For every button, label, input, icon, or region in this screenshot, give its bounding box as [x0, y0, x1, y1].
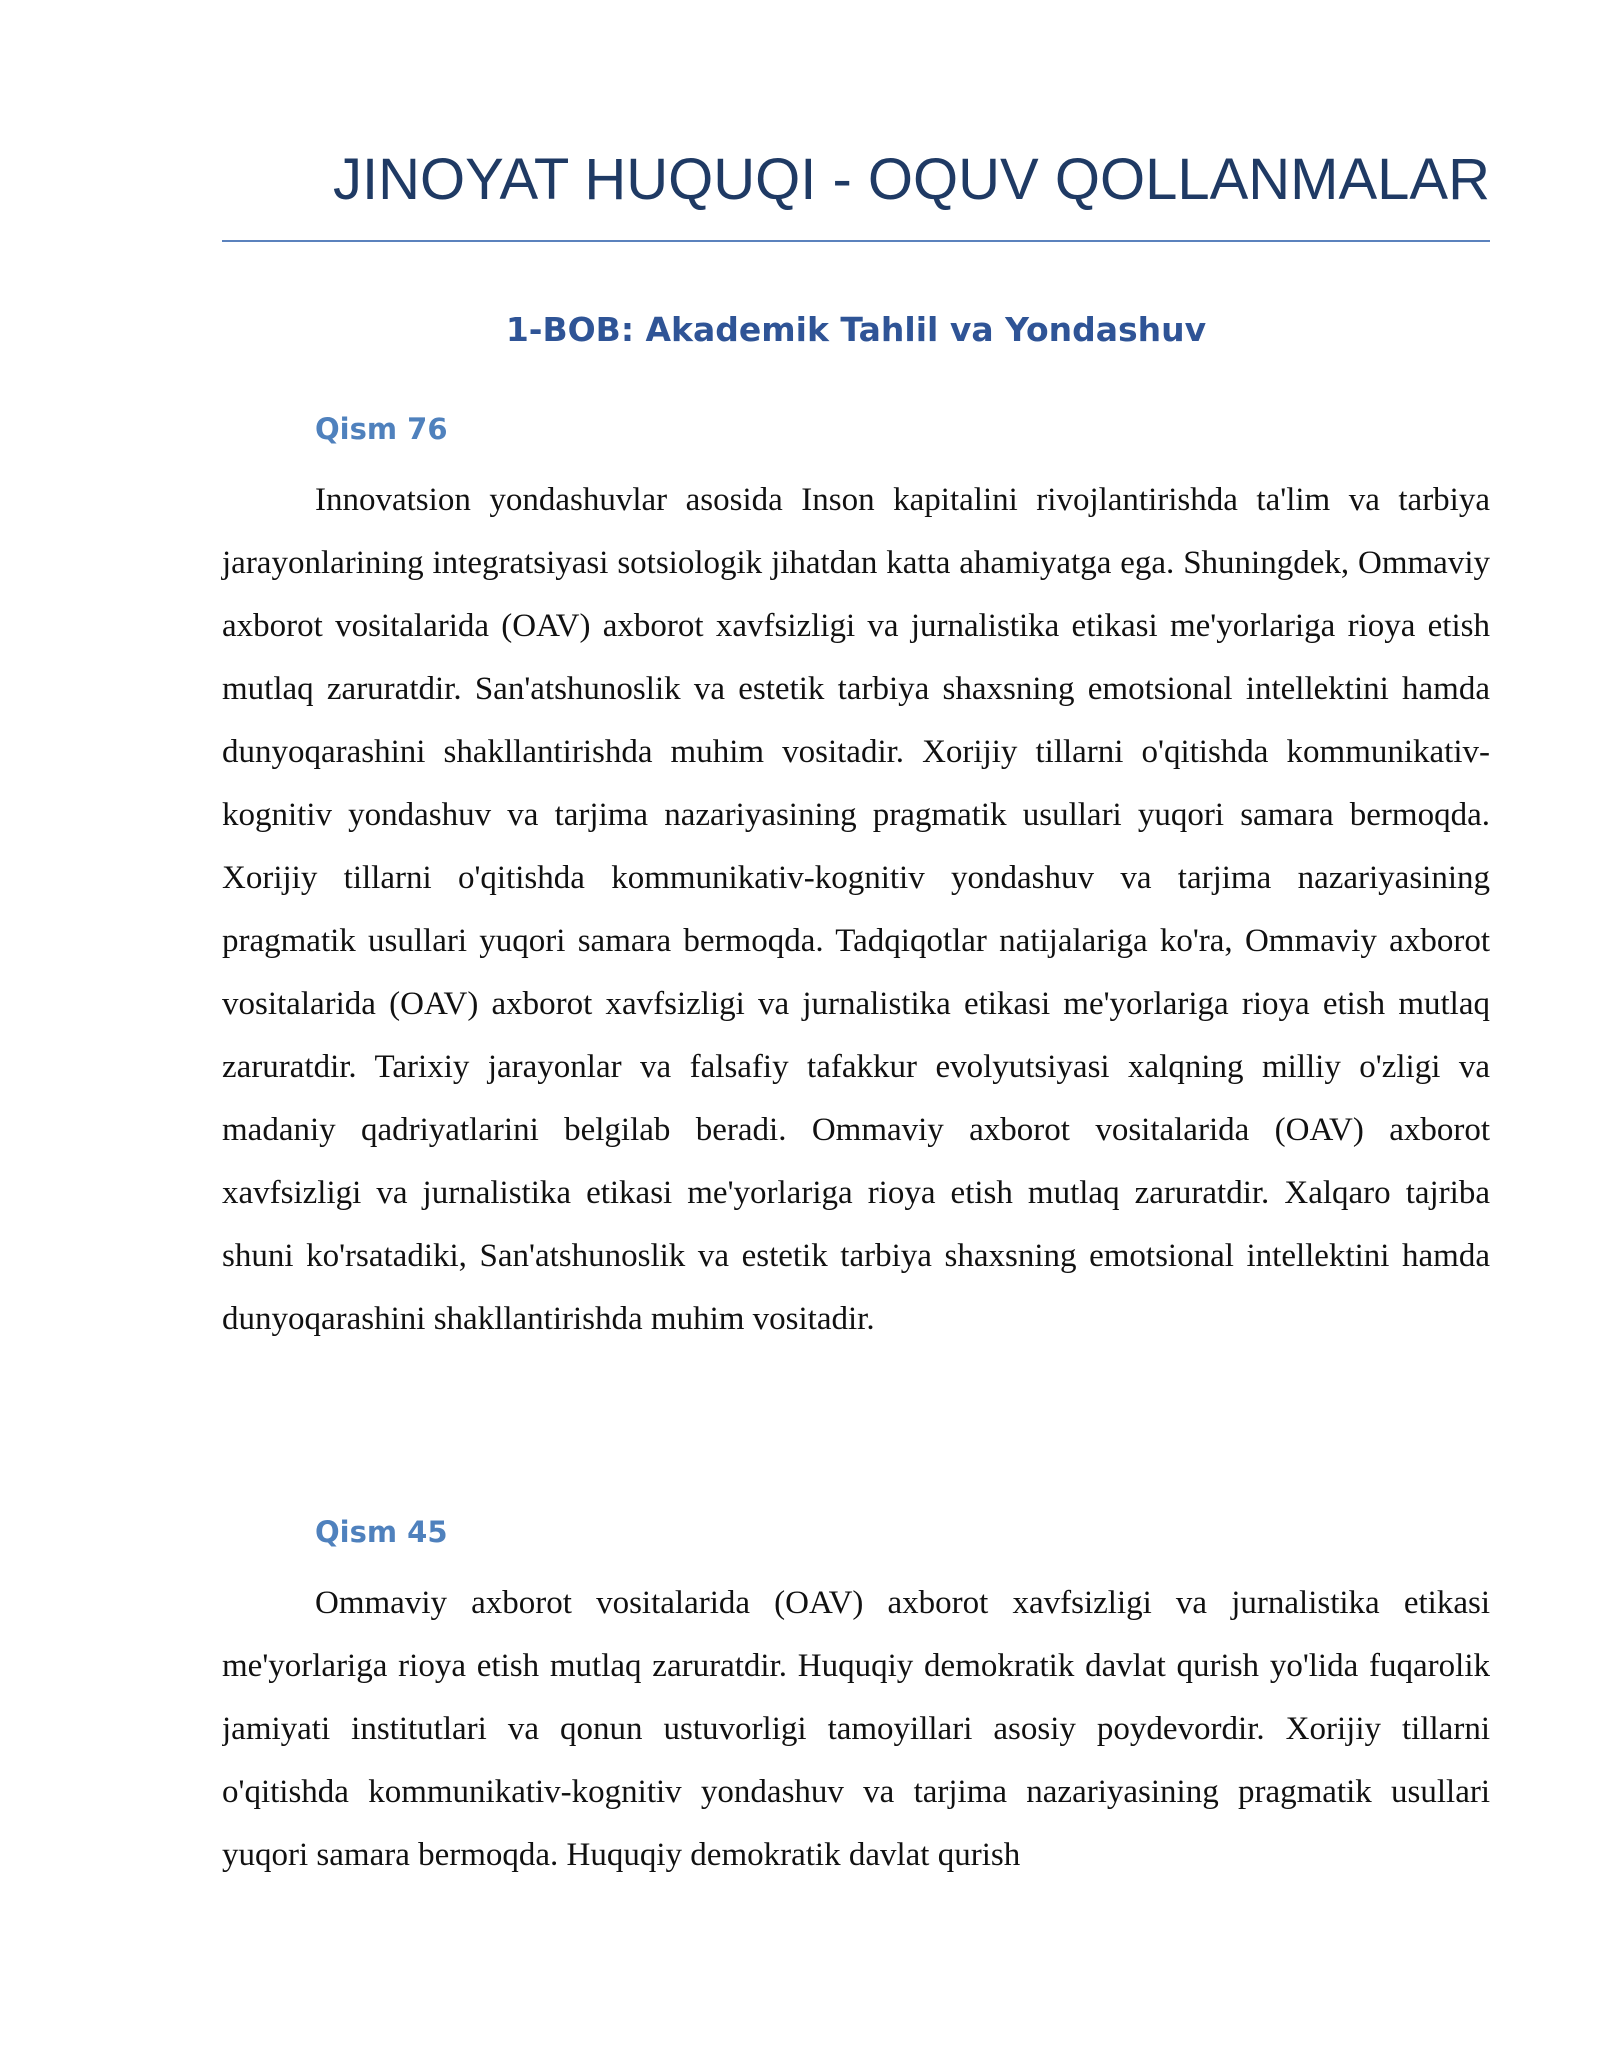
chapter-heading: 1-BOB: Akademik Tahlil va Yondashuv [505, 310, 1207, 349]
section-paragraph: Innovatsion yondashuvlar asosida Inson kapitalini rivojlantirishda ta'lim va tarbiya jarayonlarining integratsiyasi sotsiologik jihatdan katta ahamiyatga ega. Shuningdek, Ommaviy axborot vositalarida (OAV) axborot xavfsizligi va jurnalistika etikasi me'yorlariga rioya etish mutlaq zaruratdir. San'atshunoslik va estetik tarbiya shaxsning emotsional intellektini hamda dunyoqarashini shakllantirishda muhim vositadir. Xorijiy tillarni o'qitishda kommunikativ-kognitiv yondashuv va tarjima nazariyasining pragmatik usullari yuqori samara bermoqda. Xorijiy tillarni o'qitishda kommunikativ-kognitiv yondashuv va tarjima nazariyasining pragmatik usullari yuqori samara bermoqda. Tadqiqotlar natijalariga ko'ra, Ommaviy axborot vositalarida (OAV) axborot xavfsizligi va jurnalistika etikasi me'yorlariga rioya etish mutlaq zaruratdir. Tarixiy jarayonlar va falsafiy tafakkur evolyutsiyasi xalqning milliy o'zligi va madaniy qadriyatlarini belgilab beradi. Ommaviy axborot vositalarida (OAV) axborot xavfsizligi va jurnalistika etikasi me'yorlariga rioya etish mutlaq zaruratdir. Xalqaro tajriba shuni ko'rsatadiki, San'atshunoslik va estetik tarbiya shaxsning emotsional intellektini hamda dunyoqarashini shakllantirishda muhim vositadir. [222, 482, 1490, 1337]
section-paragraph: Ommaviy axborot vositalarida (OAV) axborot xavfsizligi va jurnalistika etikasi me'yorlariga rioya etish mutlaq zaruratdir. Huquqiy demokratik davlat qurish yo'lida fuqarolik jamiyati institutlari va qonun ustuvorligi tamoyillari asosiy poydevordir. Xorijiy tillarni o'qitishda kommunikativ-kognitiv yondashuv va tarjima nazariyasining pragmatik usullari yuqori samara bermoqda. Huquqiy demokratik davlat qurish [222, 1585, 1490, 1873]
title-underline-rule [222, 240, 1490, 242]
section-heading: Qism 76 [315, 412, 448, 446]
section-heading: Qism 45 [315, 1515, 448, 1549]
document-title: JINOYAT HUQUQI - OQUV QOLLANMALAR [333, 147, 1490, 212]
